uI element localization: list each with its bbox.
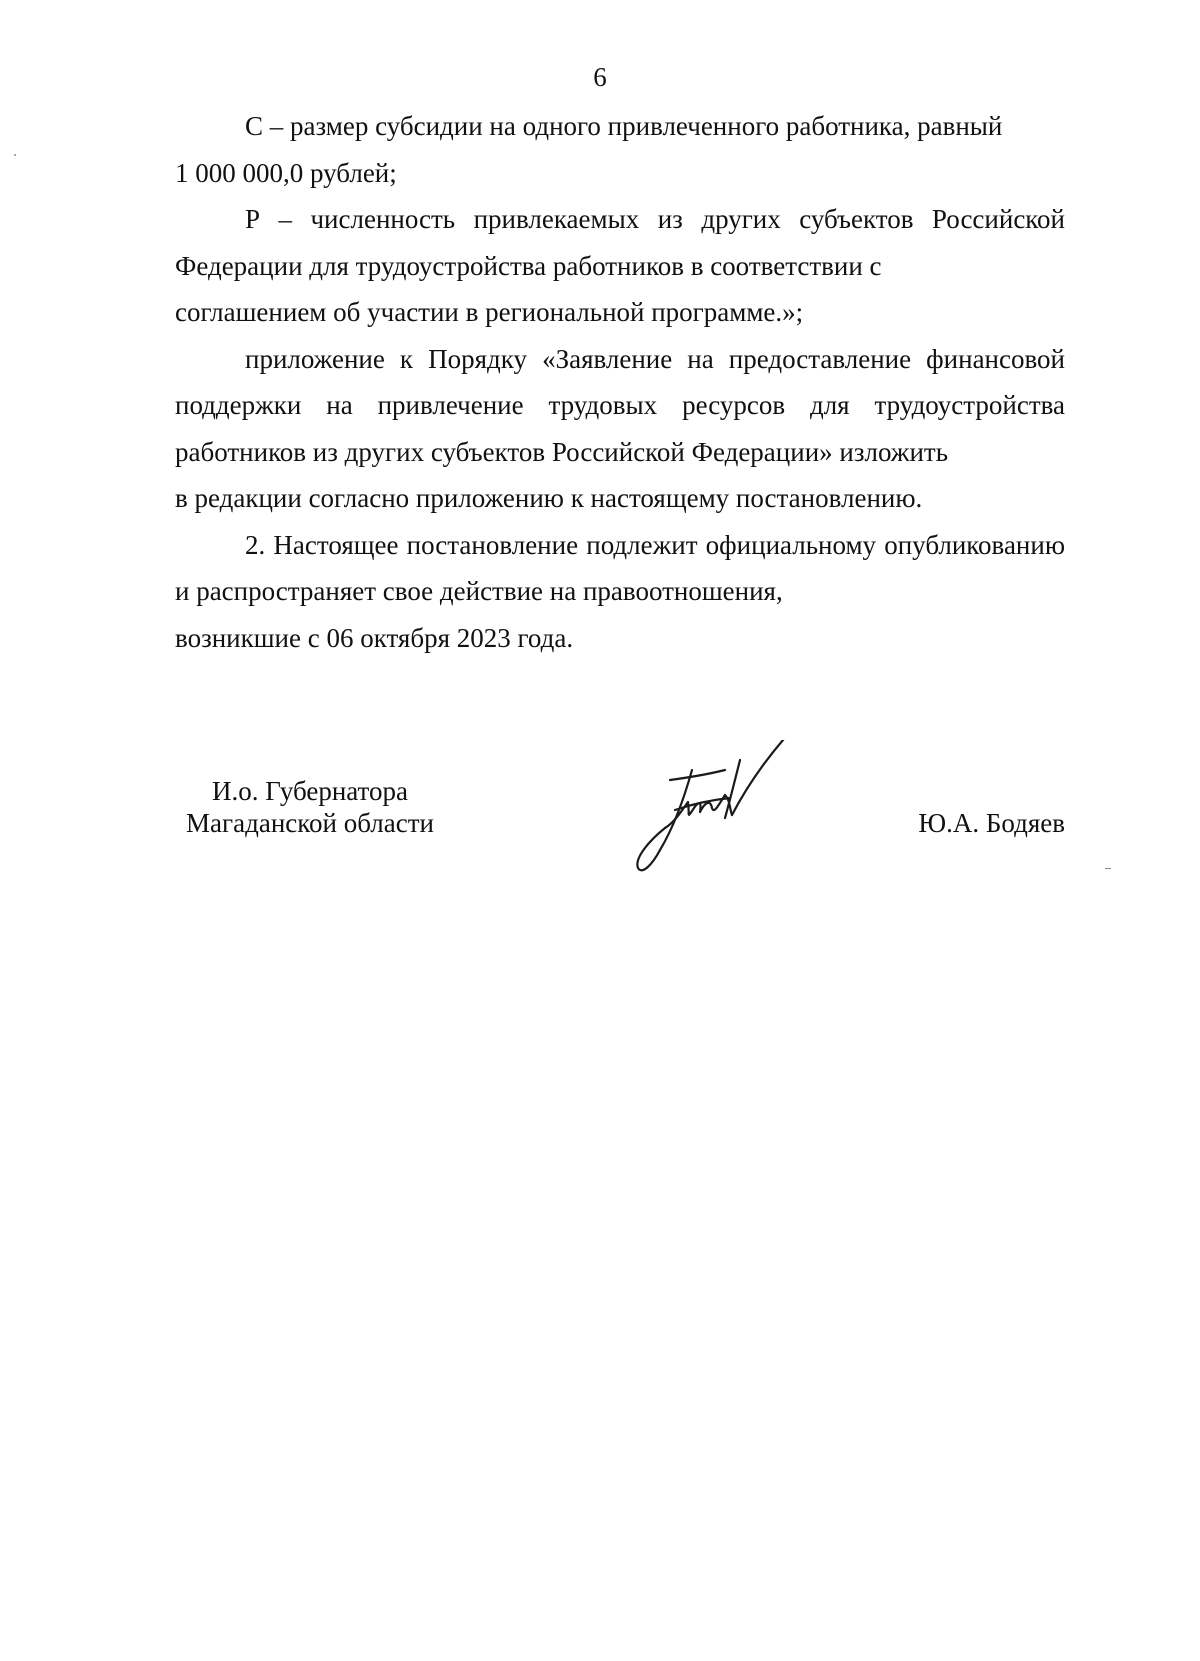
paragraph-last-line: в редакции согласно приложению к настоящему постановлению. <box>175 483 923 513</box>
paragraph-subsidy-size <box>175 103 1065 196</box>
document-body <box>175 103 1065 661</box>
paragraph-last-line: 1 000 000,0 рублей; <box>175 157 397 188</box>
paragraph-last-line: соглашением об участии в региональной программе.»; <box>175 297 804 327</box>
page-number: 6 <box>593 62 607 92</box>
paragraph-appendix <box>175 336 1065 522</box>
handwritten-signature <box>630 740 830 880</box>
signatory-position-line2: Магаданской области <box>186 808 434 838</box>
paragraph-text: приложение к Порядку «Заявление на предоставление финансовой поддержки на привлечение трудовых ресурсов для трудоустройства работников из других субъектов Российской Федерации» изложить <box>175 343 1065 467</box>
scan-speck <box>14 154 16 156</box>
paragraph-text: С – размер субсидии на одного привлеченного работника, равный <box>245 111 1003 141</box>
signatory-position <box>175 775 445 839</box>
scan-speck <box>1105 868 1111 869</box>
paragraph-last-line: возникшие с 06 октября 2023 года. <box>175 622 574 653</box>
paragraph-text: Р – численность привлекаемых из других субъектов Российской Федерации для трудоустройства работников в соответствии с <box>175 204 1065 281</box>
signatory-position-line1: И.о. Губернатора <box>211 776 408 806</box>
paragraph-publication <box>175 522 1065 662</box>
signatory-name: Ю.А. Бодяев <box>918 808 1065 838</box>
paragraph-text: 2. Настоящее постановление подлежит официальному опубликованию и распространяет свое действие на правоотношения, <box>175 529 1065 606</box>
paragraph-headcount <box>175 196 1065 336</box>
